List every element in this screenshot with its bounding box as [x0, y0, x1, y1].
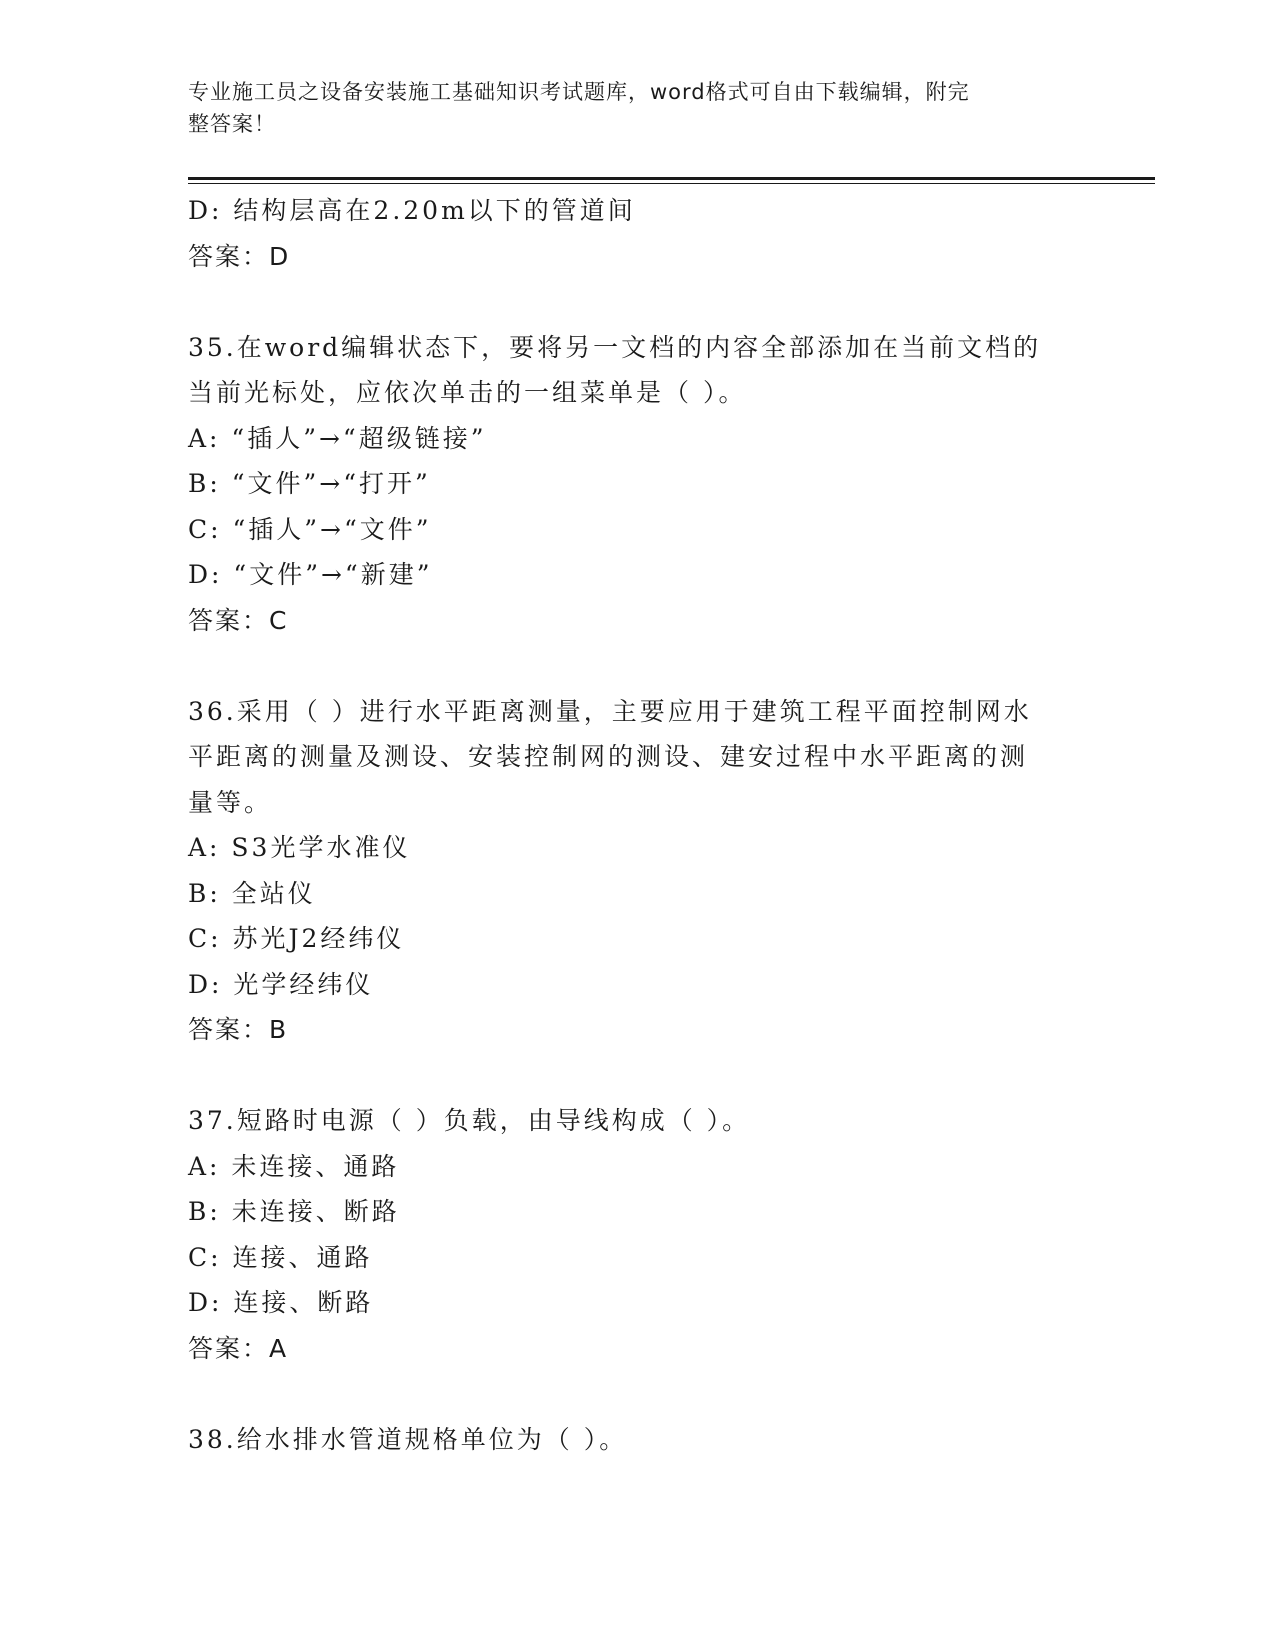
- option-d: D: 结构层高在2.20m以下的管道间: [188, 196, 636, 225]
- header-line-2: 整答案！: [188, 112, 276, 136]
- answer: 答案：A: [188, 1333, 289, 1363]
- option-a: A: “插人”→“超级链接”: [188, 423, 487, 453]
- option-b: B: 全站仪: [188, 878, 316, 908]
- header-divider-thick: [188, 177, 1155, 180]
- question-35: [188, 325, 1068, 644]
- document-body: [188, 188, 1068, 1462]
- option-d: D: 光学经纬仪: [188, 969, 374, 999]
- option-d: D: 连接、断路: [188, 1288, 374, 1317]
- option-b: B: “文件”→“打开”: [188, 469, 431, 498]
- question-stem: 平距离的测量及测设、安装控制网的测设、建安过程中水平距离的测: [188, 742, 1029, 771]
- spacer: [188, 643, 1068, 689]
- question-36: [188, 689, 1068, 1053]
- option-c: C: 连接、通路: [188, 1242, 373, 1272]
- header-line-1: 专业施工员之设备安装施工基础知识考试题库，word格式可自由下载编辑，附完: [188, 80, 970, 104]
- option-c: C: “插人”→“文件”: [188, 514, 432, 544]
- header-divider-thin: [188, 183, 1155, 184]
- question-38: [188, 1417, 1068, 1463]
- answer: 答案：C: [188, 605, 289, 635]
- answer: 答案：B: [188, 1015, 289, 1044]
- question-stem: 当前光标处，应依次单击的一组菜单是（ ）。: [188, 378, 747, 407]
- option-d: D: “文件”→“新建”: [188, 560, 433, 589]
- option-a: A: S3光学水准仪: [188, 833, 411, 862]
- answer: 答案：D: [188, 241, 291, 271]
- option-a: A: 未连接、通路: [188, 1151, 400, 1181]
- spacer: [188, 1053, 1068, 1099]
- option-c: C: 苏光J2经纬仪: [188, 924, 405, 953]
- question-stem: 量等。: [188, 787, 273, 817]
- option-b: B: 未连接、断路: [188, 1197, 400, 1226]
- question-stem: 35.在word编辑状态下，要将另一文档的内容全部添加在当前文档的: [188, 332, 1042, 362]
- question-stem: 38.给水排水管道规格单位为（ ）。: [188, 1424, 628, 1454]
- spacer: [188, 279, 1068, 325]
- question-stem: 37.短路时电源（ ）负载，由导线构成（ ）。: [188, 1106, 751, 1135]
- document-header: [188, 76, 1068, 140]
- question-stem: 36.采用（ ）进行水平距离测量，主要应用于建筑工程平面控制网水: [188, 696, 1032, 726]
- question-37: [188, 1098, 1068, 1371]
- question-34-tail: [188, 188, 1068, 279]
- spacer: [188, 1371, 1068, 1417]
